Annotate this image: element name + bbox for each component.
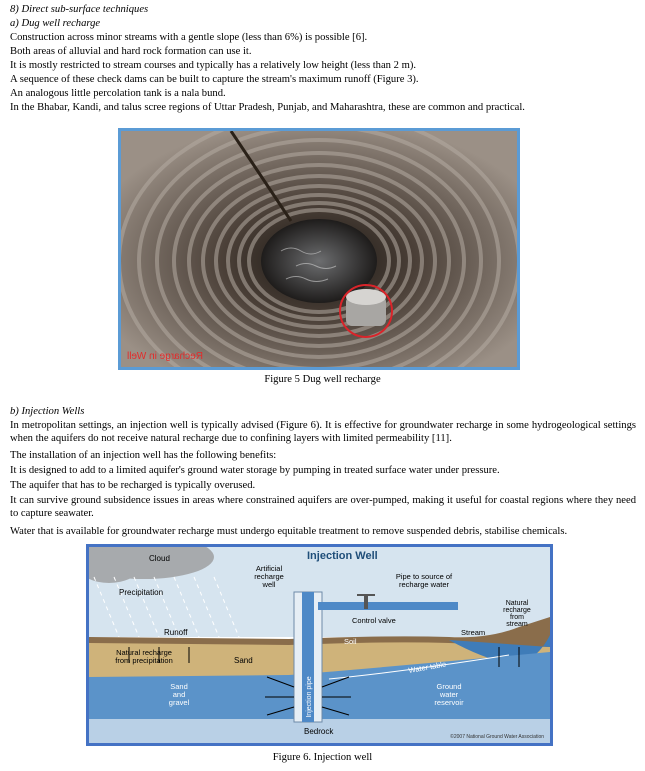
label-reservoir-line2: water [439, 690, 459, 699]
paragraph-line: Construction across minor streams with a gentle slope (less than 6%) is possible [6]. [10, 32, 368, 43]
diagram-copyright: ©2007 National Ground Water Association [450, 734, 544, 740]
section-heading-direct-techniques: 8) Direct sub-surface techniques [10, 4, 149, 15]
label-soil: Soil [344, 637, 357, 646]
paragraph-line: It is designed to add to a limited aquifer's ground water storage by pumping in treated surface water under pressure. [10, 465, 500, 476]
label-bedrock: Bedrock [304, 727, 334, 736]
photo-watermark-text: Recharge in Well [127, 351, 203, 362]
label-pipe-source-line1: Pipe to source of [395, 572, 453, 581]
label-artificial-line3: well [262, 580, 276, 589]
label-natural-precip-line1: Natural recharge [116, 648, 172, 657]
label-stream: Stream [461, 628, 486, 637]
paragraph-subsidence: It can survive ground subsidence issues in areas where constrained aquifers are over-pumped, making it useful for coastal regions where they need to capture seawater. [10, 495, 636, 519]
injection-well-illustration [89, 547, 550, 743]
label-natural-precip-line2: from precipitation [115, 656, 173, 665]
paragraph-line: It is mostly restricted to stream courses and typically has a relatively low height (less than 2 m). [10, 60, 416, 71]
label-water-table: Water table [407, 659, 447, 675]
label-runoff: Runoff [164, 628, 188, 637]
label-control-valve: Control valve [352, 616, 396, 625]
label-sand: Sand [234, 656, 253, 665]
label-precipitation: Precipitation [119, 588, 164, 597]
label-natural-stream-line2: recharge [503, 607, 531, 614]
label-cloud: Cloud [149, 554, 170, 563]
label-pipe-source-line2: recharge water [398, 580, 450, 589]
label-artificial-line2: recharge [254, 572, 284, 581]
label-artificial-line1: Artificial [255, 564, 283, 573]
label-sand-gravel-line2: and [172, 690, 186, 699]
diagram-title: Injection Well [307, 550, 378, 562]
figure-dug-well-photo [118, 128, 520, 370]
paragraph-line: An analogous little percolation tank is a nala bund. [10, 88, 226, 99]
figure-injection-well-diagram [86, 544, 553, 746]
label-reservoir-line3: reservoir [434, 698, 464, 707]
paragraph-line: The installation of an injection well has the following benefits: [10, 450, 277, 461]
label-reservoir-line1: Ground [436, 682, 462, 691]
paragraph-line: A sequence of these check dams can be built to capture the stream's maximum runoff (Figure 3). [10, 74, 419, 85]
subheading-injection-wells: b) Injection Wells [10, 406, 85, 417]
paragraph-line: Water that is available for groundwater recharge must undergo equitable treatment to remove suspended debris, stabilise chemicals. [10, 526, 568, 537]
label-natural-stream-line4: stream [506, 621, 528, 628]
label-sand-gravel-line3: gravel [168, 698, 190, 707]
figure5-caption: Figure 5 Dug well recharge [264, 374, 381, 385]
dug-well-illustration [121, 131, 517, 367]
paragraph-line: The aquifer that has to be recharged is typically overused. [10, 480, 256, 491]
paragraph-line: In the Bhabar, Kandi, and talus scree regions of Uttar Pradesh, Punjab, and Maharashtra, these are common and practical. [10, 102, 525, 113]
paragraph-injection-intro: In metropolitan settings, an injection well is typically advised (Figure 6). It is effective for groundwater recharge in some hydrogeological settings when the aquifers do not receive natural recharge due to confining layers with limited permeability [11]. [10, 420, 636, 444]
label-injection-pipe: Injection pipe [306, 676, 313, 718]
subheading-dug-well: a) Dug well recharge [10, 18, 101, 29]
figure6-caption: Figure 6. Injection well [272, 752, 373, 763]
label-sand-gravel-line1: Sand [170, 682, 188, 691]
label-natural-stream-line3: from [510, 614, 524, 621]
label-natural-stream-line1: Natural [505, 600, 529, 607]
paragraph-line: Both areas of alluvial and hard rock formation can use it. [10, 46, 252, 57]
